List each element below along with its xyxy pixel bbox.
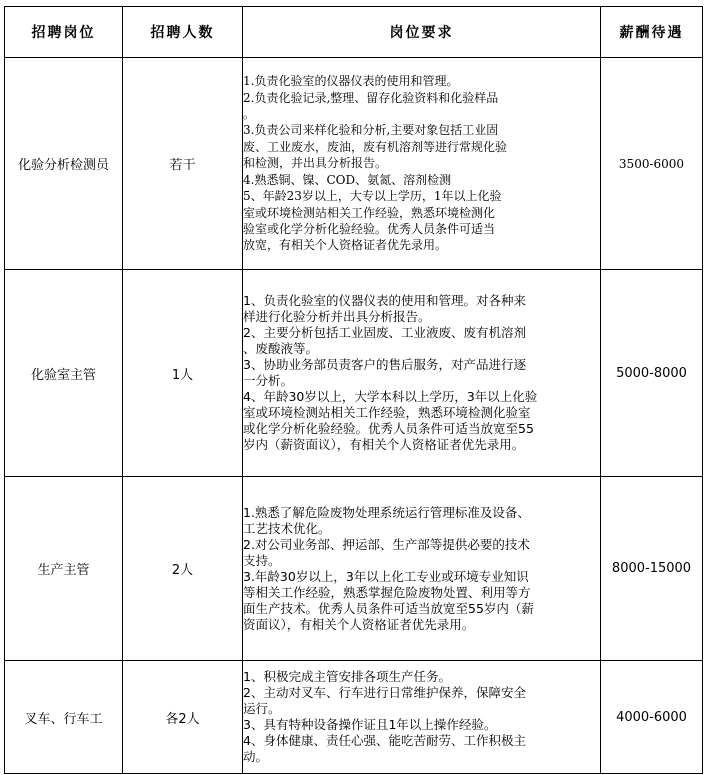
salary-cell: 4000-6000 bbox=[601, 661, 703, 774]
position-cell: 化验分析检测员 bbox=[5, 58, 123, 270]
table-row bbox=[5, 58, 703, 270]
count-cell: 各2人 bbox=[123, 661, 243, 774]
header-position: 招聘岗位 bbox=[5, 7, 123, 58]
requirement-line: 4、身体健康、责任心强、能吃苦耐劳、工作积极主 bbox=[243, 733, 526, 748]
requirements-cell bbox=[243, 477, 601, 661]
requirement-line: 1.熟悉了解危险废物处理系统运行管理标准及设备、 bbox=[243, 504, 530, 520]
position-cell: 生产主管 bbox=[5, 477, 123, 661]
requirement-line: 1、积极完成主管安排各项生产任务。 bbox=[243, 669, 451, 684]
requirement-line: 验室或化学分析化验经验。优秀人员条件可适当 bbox=[243, 221, 496, 236]
salary-cell: 5000-8000 bbox=[601, 270, 703, 477]
requirement-line: 2.对公司业务部、押运部、生产部等提供必要的技术 bbox=[243, 536, 530, 552]
salary-cell: 8000-15000 bbox=[601, 477, 703, 661]
requirement-line: 岁内（薪资面议），有相关个人资格证者优先录用。 bbox=[243, 437, 525, 452]
table-row bbox=[5, 661, 703, 774]
requirement-line: 等相关工作经验，熟悉掌握危险废物处置、利用等方 bbox=[243, 584, 531, 600]
requirement-line: 室或环境检测站相关工作经验，熟悉环境检测化验室 bbox=[243, 405, 531, 420]
requirement-line: 3.年龄30岁以上，3年以上化工专业或环境专业知识 bbox=[243, 568, 529, 584]
requirement-line: 废、工业废水，废油，废有机溶剂等进行常规化验 bbox=[243, 139, 508, 154]
requirement-line: 一分析。 bbox=[243, 373, 294, 388]
requirement-line: 动。 bbox=[243, 749, 269, 764]
requirement-line: 1.负责化验室的仪器仪表的使用和管理。 bbox=[243, 74, 459, 89]
requirement-line: 支持。 bbox=[243, 552, 281, 568]
requirement-line: 。 bbox=[243, 107, 256, 122]
requirement-line: 或化学分析化验经验。优秀人员条件可适当放宽至55 bbox=[243, 421, 534, 436]
recruitment-table bbox=[4, 6, 703, 774]
count-cell: 1人 bbox=[123, 270, 243, 477]
requirement-line: 2、主要分析包括工业固废、工业液废、废有机溶剂 bbox=[243, 325, 526, 340]
requirement-line: 运行。 bbox=[243, 701, 281, 716]
requirement-line: 、废酸液等。 bbox=[243, 341, 319, 356]
requirement-line: 5、年龄23岁以上，大专以上学历，1年以上化验 bbox=[243, 189, 502, 204]
position-cell: 化验室主管 bbox=[5, 270, 123, 477]
requirement-line: 3、具有特种设备操作证且1年以上操作经验。 bbox=[243, 717, 497, 732]
header-requirements: 岗位要求 bbox=[243, 7, 601, 58]
requirement-line: 室或环境检测站相关工作经验，熟悉环境检测化 bbox=[243, 205, 496, 220]
header-count: 招聘人数 bbox=[123, 7, 243, 58]
count-cell: 若干 bbox=[123, 58, 243, 270]
requirement-line: 4、年龄30岁以上，大学本科以上学历，3年以上化验 bbox=[243, 389, 538, 404]
requirement-line: 样进行化验分析并出具分析报告。 bbox=[243, 309, 431, 324]
table-row bbox=[5, 477, 703, 661]
header-row bbox=[5, 7, 703, 58]
table-row bbox=[5, 270, 703, 477]
requirement-line: 资面议），有相关个人资格证者优先录用。 bbox=[243, 616, 475, 632]
requirement-line: 面生产技术。优秀人员条件可适当放宽至55岁内（薪 bbox=[243, 600, 534, 616]
requirement-line: 3、协助业务部员责客户的售后服务，对产品进行逐 bbox=[243, 357, 526, 372]
requirement-line: 1、负责化验室的仪器仪表的使用和管理。对各种来 bbox=[243, 293, 526, 308]
requirement-line: 3.负责公司来样化验和分析,主要对象包括工业固 bbox=[243, 123, 499, 138]
position-cell: 叉车、行车工 bbox=[5, 661, 123, 774]
count-cell: 2人 bbox=[123, 477, 243, 661]
requirement-line: 4.熟悉铜、镍、COD、氨氮、溶剂检测 bbox=[243, 172, 452, 187]
requirement-line: 放宽，有相关个人资格证者优先录用。 bbox=[243, 238, 448, 253]
requirement-line: 2、主动对叉车、行车进行日常维护保养，保障安全 bbox=[243, 685, 526, 700]
requirement-line: 和检测，并出具分析报告。 bbox=[243, 156, 388, 171]
salary-cell: 3500-6000 bbox=[601, 58, 703, 270]
header-salary: 薪酬待遇 bbox=[601, 7, 703, 58]
requirements-cell bbox=[243, 58, 601, 270]
requirement-line: 工艺技术优化。 bbox=[243, 520, 331, 536]
requirements-cell bbox=[243, 661, 601, 774]
requirements-cell bbox=[243, 270, 601, 477]
requirement-line: 2.负责化验记录,整理、留存化验资料和化验样品 bbox=[243, 90, 499, 105]
